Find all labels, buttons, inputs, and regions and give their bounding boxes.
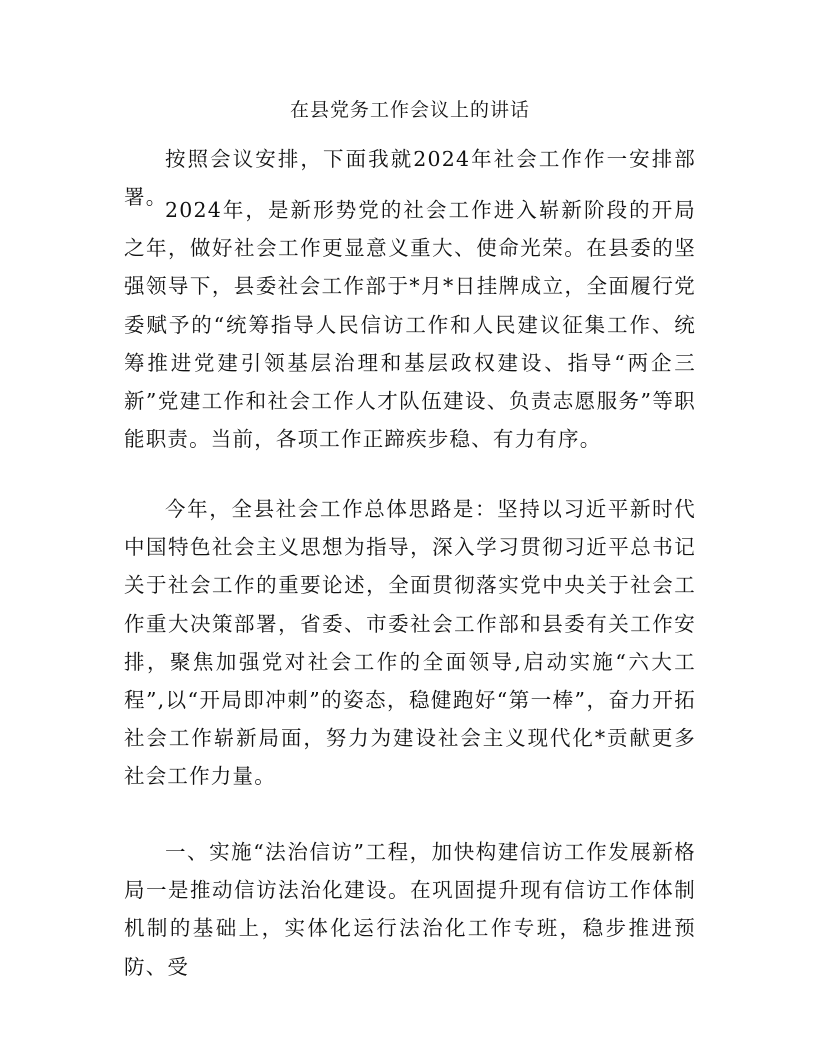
paragraph-section-one: 一、实施“法治信访”工程，加快构建信访工作发展新格局一是推动信访法治化建设。在巩固提升现有信访工作体制机制的基础上，实体化运行法治化工作专班，稳步推进预防、受 <box>124 840 696 979</box>
paragraph-intro: 按照会议安排，下面我就2024年社会工作作一安排部署。 <box>124 147 696 210</box>
paragraph-overall-approach: 今年，全县社会工作总体思路是：坚持以习近平新时代中国特色社会主义思想为指导，深入学习贯彻习近平总书记关于社会工作的重要论述，全面贯彻落实党中央关于社会工作重大决策部署，省委、市委社会工作部和县委有关工作安排，聚焦加强党对社会工作的全面领导,启动实施“六大工程”,以“开局即冲刺”的姿态，稳健跑好“第一棒”，奋力开拓社会工作崭新局面，努力为建设社会主义现代化*贡献更多社会工作力量。 <box>124 497 696 789</box>
document-title: 在县党务工作会议上的讲话 <box>289 99 530 121</box>
document-page <box>124 0 696 1056</box>
paragraph-background: 2024年，是新形势党的社会工作进入崭新阶段的开局之年，做好社会工作更显意义重大、使命光荣。在县委的坚强领导下，县委社会工作部于*月*日挂牌成立，全面履行党委赋予的“统筹指导人民信访工作和人民建议征集工作、统筹推进党建引领基层治理和基层政权建设、指导“两企三新”党建工作和社会工作人才队伍建设、负责志愿服务”等职能职责。当前，各项工作正蹄疾步稳、有力有序。 <box>124 198 696 452</box>
